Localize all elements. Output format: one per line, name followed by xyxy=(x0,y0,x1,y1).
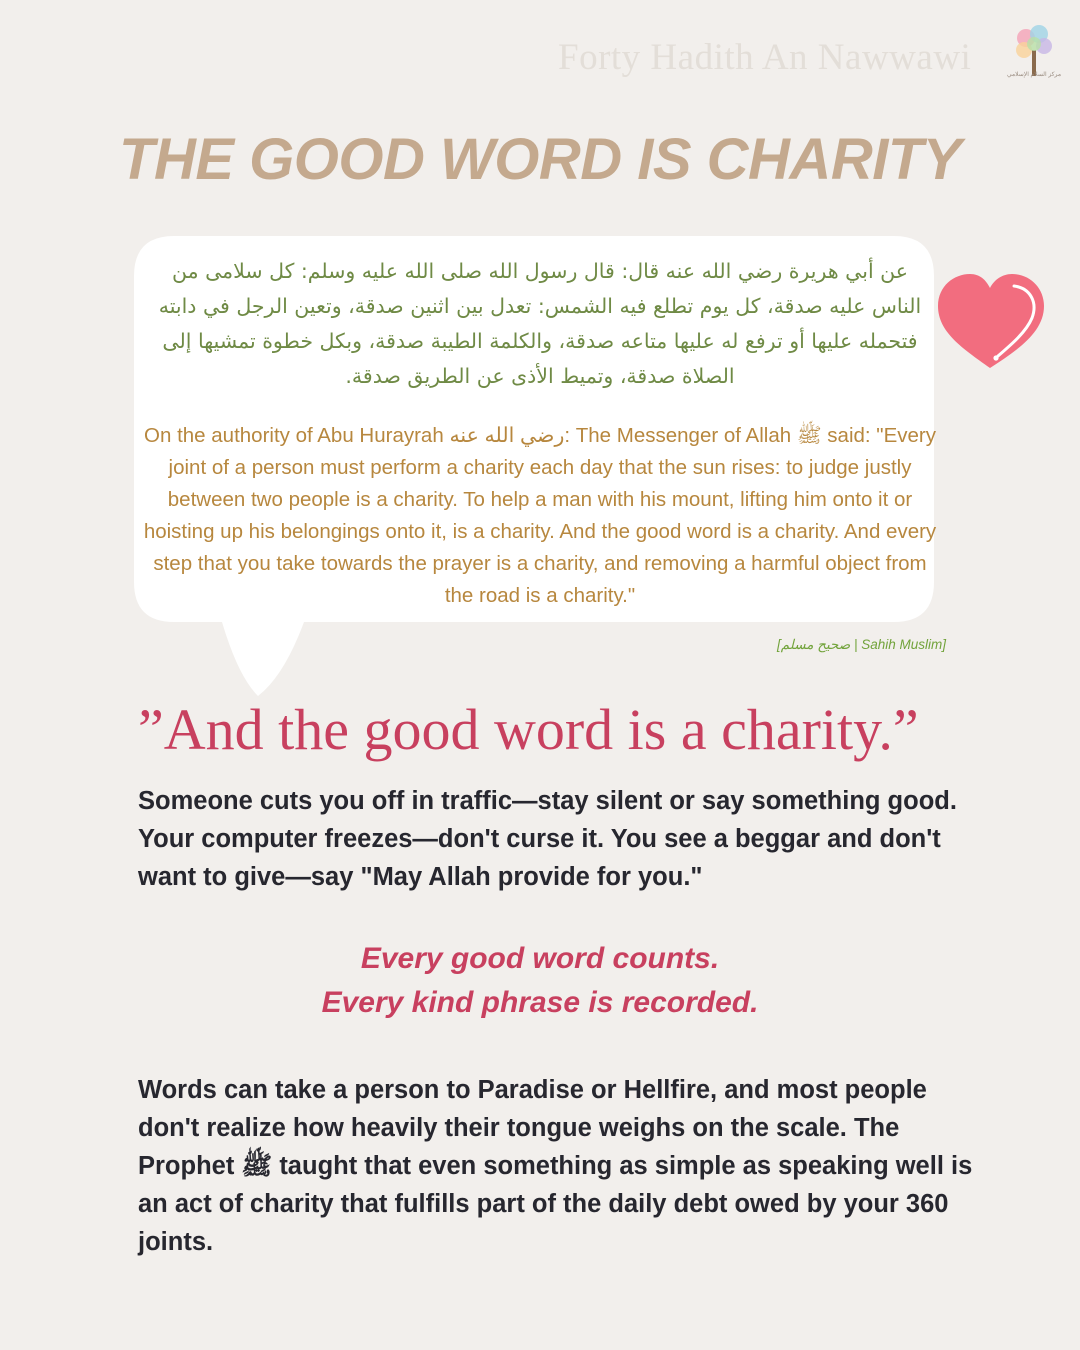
heart-icon xyxy=(932,272,1050,372)
highlight-quote: ”And the good word is a charity.” xyxy=(138,697,919,762)
tree-logo-icon xyxy=(1006,20,1062,90)
body-paragraph-1: Someone cuts you off in traffic—stay silent or say something good. Your computer freezes—don't curse it. You see a beggar and don't want to give—say "May Allah provide for you." xyxy=(138,787,957,891)
logo-text: مركز السلام الإسلامي xyxy=(1006,72,1062,78)
body-paragraph-2: Words can take a person to Paradise or Hellfire, and most people don't realize how heavily their tongue weighs on the scale. The Prophet ﷺ taught that even something as simple as speaking well is an act of charity that fulfills part of the daily debt owed by your 360 joints. xyxy=(138,1076,973,1256)
emphasis-line-1: Every good word counts. xyxy=(360,942,720,975)
series-title: Forty Hadith An Nawwawi xyxy=(558,37,972,78)
emphasis-line-2: Every kind phrase is recorded. xyxy=(321,986,759,1019)
page-title: THE GOOD WORD IS CHARITY xyxy=(119,127,961,192)
hadith-arabic: عن أبي هريرة رضي الله عنه قال: قال رسول الله صلى الله عليه وسلم: كل سلامى من الناس عليه صدقة، كل يوم تطلع فيه الشمس: تعدل بين اثنين صدقة، وتعين الرجل في دابته فتحمله عليها أو ترفع له عليها متاعه صدقة، والكلمة الطيبة صدقة، وبكل خطوة تمشيها إلى الصلاة صدقة، وتميط الأذى عن الطريق صدقة. xyxy=(158,259,922,388)
hadith-english: On the authority of Abu Hurayrah رضي الله عنه: The Messenger of Allah ﷺ said: "Every joint of a person must perform a charity each day that the sun rises: to judge justly between two people is a charity. To help a man with his mount, lifting him onto it or hoisting up his belongings onto it, is a charity. And the good word is a charity. And every step that you take towards the prayer is a charity, and removing a harmful object from the road is a charity." xyxy=(143,424,937,607)
hadith-source: [صحيح مسلم | Sahih Muslim] xyxy=(776,637,946,652)
